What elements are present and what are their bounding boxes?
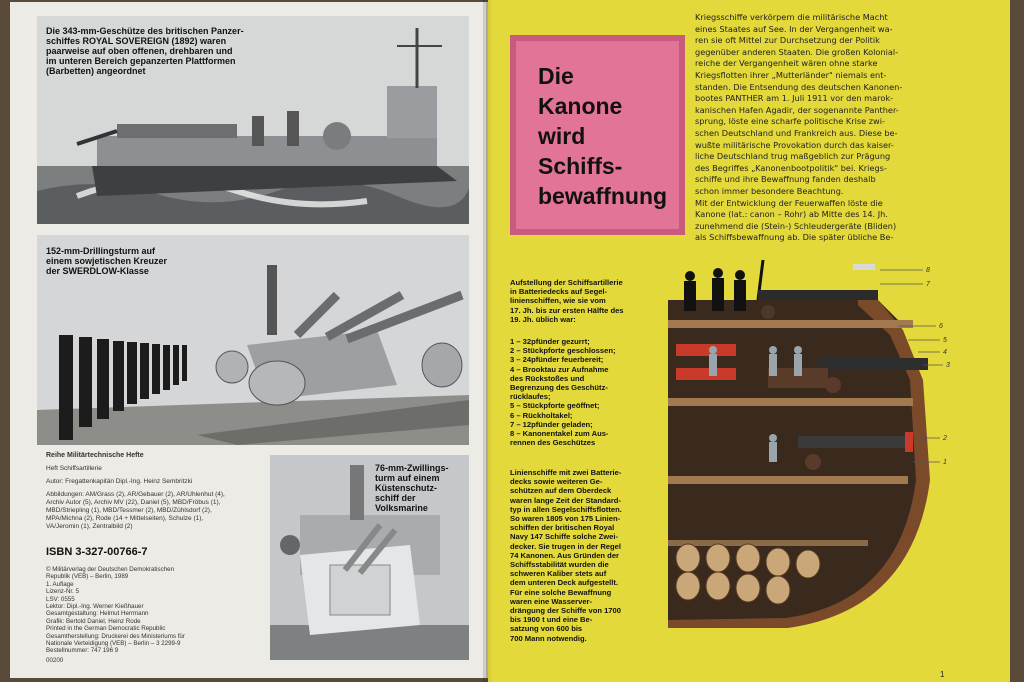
imprint-line: Printed in the German Democratic Republic bbox=[46, 625, 166, 633]
title-line: Die bbox=[538, 63, 574, 89]
caption-line: Volksmarine bbox=[375, 503, 428, 513]
credits-block bbox=[46, 491, 225, 531]
author-line: Autor: Fregattenkapitän Dipl.-Ing. Heinz Sembritzki bbox=[46, 478, 193, 485]
callout-8: 8 bbox=[926, 267, 930, 274]
legend-item: 7 – 12pfünder geladen; bbox=[510, 419, 593, 429]
lower-text-line: typ in allen Segelschiffsflotten. bbox=[510, 504, 622, 514]
lower-text-line: Schiffsstabilität wurden die bbox=[510, 560, 609, 570]
photo3-caption bbox=[375, 463, 465, 513]
imprint-block bbox=[46, 566, 185, 664]
credits-line: MPA/Michna (2), Rode (14 + Mittelseiten), Schulze (1), bbox=[46, 515, 204, 522]
caption-line: paarweise auf oben offenen, drehbaren und bbox=[46, 46, 233, 56]
lower-text-line: schweren Kaliber stets auf bbox=[510, 569, 607, 579]
legend-item: 6 – Rückholtakel; bbox=[510, 410, 573, 420]
body-line: standen. Die Entsendung des deutschen Kanonen- bbox=[695, 81, 903, 92]
body-line: als Schiffsbewaffnung ab. Die später übliche Be- bbox=[695, 232, 894, 243]
deck-middle bbox=[668, 398, 913, 406]
lower-text-line: schützen auf dem Oberdeck bbox=[510, 486, 612, 496]
lower-text-line: bis 1900 t und eine Be- bbox=[510, 615, 593, 625]
imprint-line: LSV: 0555 bbox=[46, 595, 75, 603]
legend-intro-line: 17. Jh. bis zur ersten Hälfte des bbox=[510, 305, 624, 315]
caption-line: Küstenschutz- bbox=[375, 483, 438, 493]
imprint-line: Grafik: Bertold Daniel, Heinz Rode bbox=[46, 617, 141, 625]
body-line: Mit der Entwicklung der Feuerwaffen löste die bbox=[695, 197, 883, 208]
legend-list bbox=[510, 337, 660, 447]
imprint-line: Nationale Verteidigung (VEB) – Berlin – 3 2299-9 bbox=[46, 640, 181, 648]
imprint-line: Bestellnummer: 747 196 9 bbox=[46, 647, 119, 655]
title-line: bewaffnung bbox=[538, 183, 668, 209]
body-line: sprung, löste eine scharfe politische Krise zwi- bbox=[695, 116, 885, 127]
legend-intro-line: in Batteriedecks auf Segel- bbox=[510, 287, 608, 297]
imprint-line: Lizenz-Nr. 5 bbox=[46, 588, 80, 596]
legend-item: 8 – Kanonentakel zum Aus- bbox=[510, 429, 609, 439]
imprint-line: © Militärverlag der Deutschen Demokratischen bbox=[46, 566, 175, 573]
credits-line: Archiv Autor (5), Archiv MV (22), Daniel (5), MBD/Fröbus (1), bbox=[46, 499, 221, 506]
callout-4: 4 bbox=[943, 349, 947, 356]
legend-item: 1 – 32pfünder gezurrt; bbox=[510, 337, 590, 346]
body-text bbox=[695, 12, 965, 244]
lower-text-line: Für eine solche Bewaffnung bbox=[510, 587, 612, 597]
body-line: schon immer besondere Beachtung. bbox=[695, 185, 844, 196]
lower-text-line: Linienschiffe mit zwei Batterie- bbox=[510, 468, 622, 477]
callout-1: 1 bbox=[943, 459, 947, 466]
body-line: Kanone (lat.: canon – Rohr) ab Mitte des 14. Jh. bbox=[695, 209, 888, 220]
body-line: gegenüber anderen Staaten. Die großen Kolonial- bbox=[695, 46, 899, 57]
page-number: 1 bbox=[940, 670, 945, 679]
photo1-caption bbox=[46, 26, 286, 76]
imprint-line: Lektor: Dipl.-Ing. Werner Kießhauer bbox=[46, 603, 144, 611]
callout-5: 5 bbox=[943, 337, 947, 344]
lower-text-line: dem unteren Deck aufgestellt. bbox=[510, 578, 619, 588]
caption-line: turm auf einem bbox=[375, 473, 440, 483]
body-line: Kriegsflotten ihrer „Mutterländer" niemals ent- bbox=[695, 69, 887, 80]
callout-numbers bbox=[926, 267, 950, 466]
lower-text bbox=[510, 468, 660, 643]
lower-text-line: decks sowie weiteren Ge- bbox=[510, 477, 603, 487]
page-fold bbox=[483, 0, 493, 682]
body-line: wußte militärische Provokation durch das kaiser- bbox=[695, 139, 894, 150]
legend-item: Begrenzung des Geschütz- bbox=[510, 383, 608, 393]
callout-2: 2 bbox=[943, 435, 947, 442]
deck-lower bbox=[668, 476, 908, 484]
title-line: Kanone bbox=[538, 93, 623, 119]
lower-text-line: satzung von 600 bis bbox=[510, 624, 583, 634]
body-line: liche Deutschland trug maßgeblich zur Prägung bbox=[695, 151, 891, 162]
legend-intro-line: Aufstellung der Schiffsartillerie bbox=[510, 278, 623, 287]
title-line: Schiffs- bbox=[538, 153, 623, 179]
lower-text-line: 700 Mann notwendig. bbox=[510, 633, 587, 643]
body-line: zunehmend die (Stein-) Schleudergeräte (Bliden) bbox=[695, 220, 897, 231]
isbn: ISBN 3-327-00766-7 bbox=[46, 546, 148, 558]
body-line: Kriegsschiffe verkörpern die militärische Macht bbox=[695, 12, 888, 22]
body-line: bootes PANTHER am 1. Juli 1911 vor den marok- bbox=[695, 93, 894, 104]
caption-line: (Barbetten) angeordnet bbox=[46, 66, 146, 76]
publication-info bbox=[46, 452, 225, 531]
lower-text-line: waren eine Wasserver- bbox=[510, 596, 593, 606]
body-line: reiche der Vergangenheit wären ohne starke bbox=[695, 58, 878, 69]
title-box bbox=[510, 35, 685, 235]
legend-item: 3 – 24pfünder feuerbereit; bbox=[510, 355, 604, 365]
lower-text-line: waren lange Zeit der Standard- bbox=[510, 495, 621, 505]
callout-7: 7 bbox=[926, 281, 930, 288]
caption-line: der SWERDLOW-Klasse bbox=[46, 266, 149, 276]
body-line: eines Staates auf See. In der Vergangenheit wa- bbox=[695, 23, 893, 34]
credits-line: Abbildungen: AM/Grass (2), AR/Gebauer (2), AR/Uhlenhut (4), bbox=[46, 491, 225, 498]
legend-item: 2 – Stückpforte geschlossen; bbox=[510, 346, 616, 356]
ship-cross-section-diagram bbox=[668, 240, 958, 640]
deck-upper bbox=[668, 320, 913, 328]
caption-line: schiff der bbox=[375, 493, 416, 503]
body-line: schiffe und ihre Bewaffnung fanden deshalb bbox=[695, 174, 876, 185]
lower-text-line: Navy 147 Schiffe solche Zwei- bbox=[510, 532, 619, 542]
legend-item: 5 – Stückpforte geöffnet; bbox=[510, 401, 600, 411]
legend-intro-line: linienschiffen, wie sie vom bbox=[510, 296, 606, 306]
body-line: des Begriffes „Kanonenbootpolitik" bei. Kriegs- bbox=[695, 162, 887, 173]
page-title bbox=[538, 61, 667, 211]
callout-3: 3 bbox=[946, 362, 950, 369]
body-line: ren sie oft Mittel zur Durchsetzung der Politik bbox=[695, 35, 880, 46]
lower-text-line: drängung der Schiffe von 1700 bbox=[510, 606, 621, 616]
legend-item: 4 – Brooktau zur Aufnahme bbox=[510, 364, 609, 374]
body-line: kanischen Hafen Agadir, der sogenannte Panther- bbox=[695, 104, 899, 115]
title-line: wird bbox=[538, 123, 586, 149]
callout-6: 6 bbox=[939, 323, 943, 330]
legend-item: des Rückstoßes und bbox=[510, 373, 585, 383]
imprint-line: Republik (VEB) – Berlin, 1989 bbox=[46, 573, 129, 581]
lower-text-line: decker. Sie trugen in der Regel bbox=[510, 541, 621, 551]
lower-text-line: 74 Kanonen. Aus Gründen der bbox=[510, 550, 620, 560]
legend-item: rücklaufes; bbox=[510, 392, 551, 402]
caption-line: im unteren Bereich gepanzerten Plattformen bbox=[46, 56, 236, 66]
caption-line: Die 343-mm-Geschütze des britischen Panzer- bbox=[46, 26, 244, 36]
caption-line: 76-mm-Zwillings- bbox=[375, 463, 449, 473]
photo2-caption bbox=[46, 246, 246, 276]
legend-item: rennen des Geschützes bbox=[510, 438, 596, 448]
credits-line: MBD/Striepling (1), MBD/Tessmer (2), MBD/Zühlsdorf (2), bbox=[46, 507, 212, 514]
imprint-line: 00200 bbox=[46, 656, 64, 664]
series-name: Reihe Militärtechnische Hefte bbox=[46, 452, 144, 459]
imprint-line: 1. Auflage bbox=[46, 580, 74, 588]
lower-text-line: schiffen der britischen Royal bbox=[510, 523, 615, 533]
deck-hold bbox=[668, 540, 868, 546]
imprint-line: Gesamtherstellung: Druckerei des Ministeriums für bbox=[46, 632, 185, 640]
imprint-line: Gesamtgestaltung: Helmut Herrmann bbox=[46, 610, 149, 618]
legend-intro bbox=[510, 278, 660, 324]
lower-text-line: So waren 1805 von 175 Linien- bbox=[510, 514, 621, 524]
caption-line: schiffes ROYAL SOVEREIGN (1892) waren bbox=[46, 36, 227, 46]
booklet-name: Heft Schiffsartillerie bbox=[46, 465, 102, 472]
caption-line: 152-mm-Drillingsturm auf bbox=[46, 246, 156, 256]
body-line: schen Deutschland und Frankreich aus. Diese be- bbox=[695, 127, 898, 138]
credits-line: VA/Jeromin (1), Zentralbild (2) bbox=[46, 523, 133, 530]
caption-line: einem sowjetischen Kreuzer bbox=[46, 256, 168, 266]
legend-intro-line: 19. Jh. üblich war: bbox=[510, 314, 576, 324]
